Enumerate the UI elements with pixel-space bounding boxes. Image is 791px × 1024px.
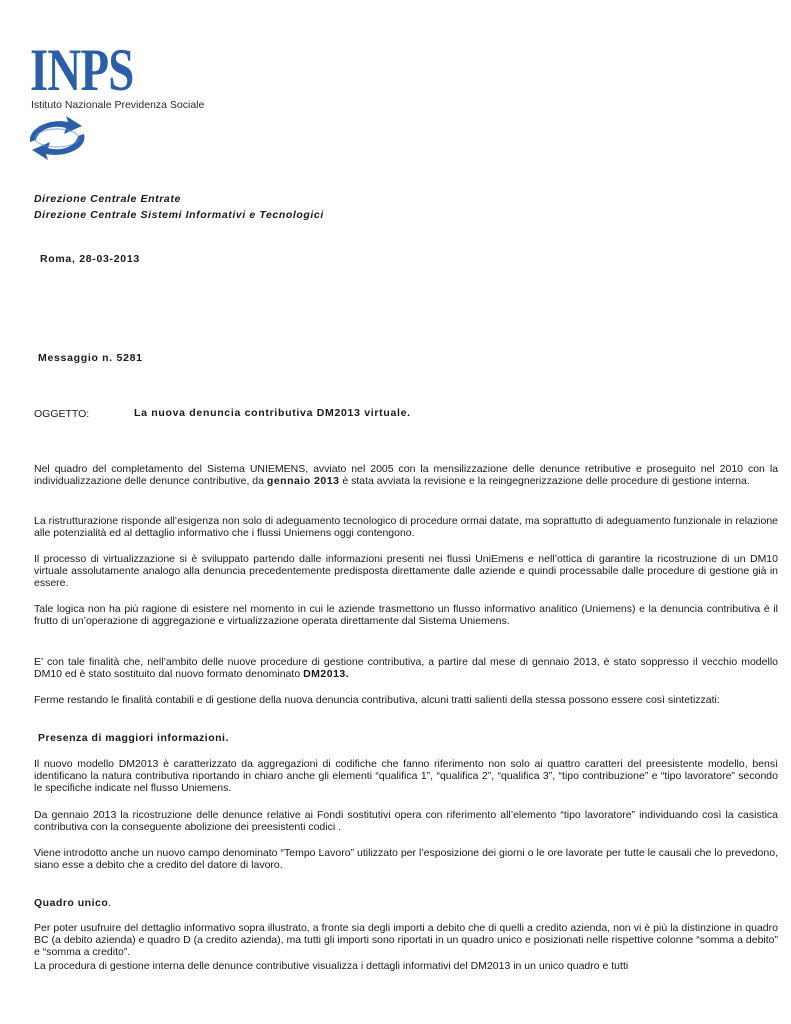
logo-arrows-icon (22, 112, 94, 162)
subject-text: La nuova denuncia contributiva DM2013 virtuale. (134, 407, 411, 419)
paragraph-11: La procedura di gestione interna delle denunce contributive visualizza i dettagli informativi del DM2013 in un unico quadro e tutti (34, 960, 629, 972)
message-number: Messaggio n. 5281 (38, 352, 143, 364)
logo-subtitle: Istituto Nazionale Previdenza Sociale (31, 99, 205, 111)
section-heading-quadro-unico (34, 897, 112, 909)
document-date: Roma, 28-03-2013 (40, 253, 140, 265)
paragraph-8: Da gennaio 2013 la ricostruzione delle denunce relative ai Fondi sostitutivi opera con riferimento all’elemento “tipo lavoratore” individuando così la casistica contributiva con la conseguente abolizione dei preesistenti codici . (34, 809, 778, 833)
paragraph-1-bold: gennaio 2013 (266, 475, 340, 487)
paragraph-3: Il processo di virtualizzazione si è sviluppato partendo dalle informazioni presenti nei flussi UniEmens e nell’ottica di garantire la ricostruzione di un DM10 virtuale assolutamente analogo alla denuncia precedentemente predisposta direttamente dalle aziende e quindi processabile dalle procedure di gestione già in essere. (34, 553, 778, 589)
paragraph-7: Il nuovo modello DM2013 è caratterizzato da aggregazioni di codifiche che fanno riferimento non solo ai quattro caratteri del preesistente modello, bensì identificano la natura contributiva riportando in chiaro anche gli elementi “qualifica 1”, “qualifica 2”, “qualifica 3”, “tipo contribuzione” e “tipo lavoratore” secondo le specifiche indicate nel flusso Uniemens. (34, 758, 778, 794)
paragraph-5-bold: DM2013. (303, 668, 350, 680)
header-line-entrate: Direzione Centrale Entrate (34, 193, 181, 205)
section-heading-quadro-unico-text: Quadro unico (34, 897, 109, 909)
logo-wordmark: INPS (30, 37, 134, 103)
paragraph-2: La ristrutturazione risponde all’esigenza non solo di adeguamento tecnologico di procedure ormai datate, ma soprattutto di adeguamento funzionale in relazione alle potenzialità ed al dettaglio informativo che i flussi Uniemens oggi contengono. (34, 515, 778, 539)
paragraph-1-text-a: Nel quadro del completamento del Sistema UNIEMENS, avviato nel 2005 con la mensilizzazione delle denunce retributive e proseguito nel 2010 con la individualizzazione delle denunce contributive, da (34, 463, 778, 487)
section-heading-maggiori-informazioni: Presenza di maggiori informazioni. (38, 732, 229, 744)
paragraph-5 (34, 656, 778, 680)
section-heading-quadro-unico-dot: . (108, 897, 112, 909)
paragraph-5-text-a: E’ con tale finalità che, nell’ambito delle nuove procedure di gestione contributiva, a partire dal mese di gennaio 2013, è stato soppresso il vecchio modello DM10 ed è stato sostituito dal nuovo formato denominato (34, 656, 778, 680)
paragraph-10: Per poter usufruire del dettaglio informativo sopra illustrato, a fronte sia degli importi a debito che di quelli a credito azienda, non vi è più la distinzione in quadro BC (a debito azienda) e quadro D (a credito azienda), ma tutti gli importi sono riportati in un quadro unico e posizionati nelle rispettive colonne “somma a debito” e “somma a credito”. (34, 922, 778, 958)
paragraph-9: Viene introdotto anche un nuovo campo denominato “Tempo Lavoro” utilizzato per l’esposizione dei giorni o le ore lavorate per tutte le causali che lo prevedono, siano esse a debito che a credito del datore di lavoro. (34, 847, 778, 871)
inps-logo (22, 37, 205, 160)
paragraph-1-text-c: è stata avviata la revisione e la reingegnerizzazione delle procedure di gestione interna. (339, 475, 750, 487)
subject-label: OGGETTO: (34, 408, 90, 420)
paragraph-1 (34, 463, 778, 487)
paragraph-4: Tale logica non ha più ragione di esistere nel momento in cui le aziende trasmettono un flusso informativo analitico (Uniemens) e la denuncia contributiva è il frutto di un’operazione di aggregazione e virtualizzazione operata direttamente dal Sistema Uniemens. (34, 603, 778, 627)
header-line-sistemi: Direzione Centrale Sistemi Informativi e Tecnologici (34, 209, 324, 221)
paragraph-6: Ferme restando le finalità contabili e di gestione della nuova denuncia contributiva, alcuni tratti salienti della stessa possono essere così sintetizzati: (34, 694, 720, 706)
